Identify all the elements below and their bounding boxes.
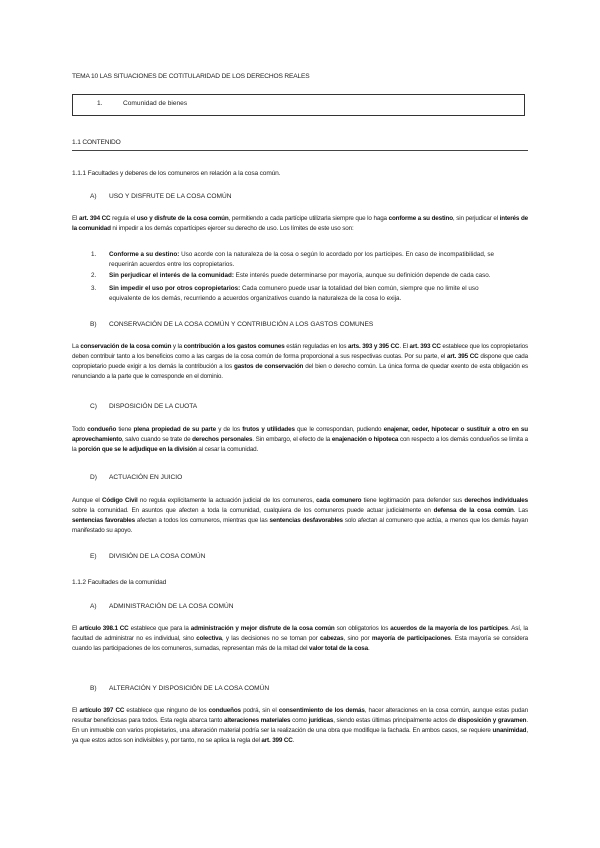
list-number: 2.	[91, 272, 97, 279]
document-title: TEMA 10 LAS SITUACIONES DE COTITULARIDAD DE LOS DERECHOS REALES	[72, 73, 310, 80]
subheading-letter: B)	[90, 685, 97, 692]
paragraph-administracion: El artículo 398.1 CC establece que para la administración y mejor disfrute de la cosa común son obligatorios los acuerdos de la mayoría de los partícipes. Así, la facultad de administrar no es individual, sino colectiva, y las decisiones no se toman por cabezas, sino por mayoría de participaciones. Esta mayoría se considera cuando las participaciones de los comuneros, sumadas, representan más de la mitad del valor total de la cosa.	[72, 625, 528, 652]
subheading-conservacion: CONSERVACIÓN DE LA COSA COMÚN Y CONTRIBUCIÓN A LOS GASTOS COMUNES	[109, 321, 374, 328]
list-item: Sin perjudicar el interés de la comunidad: Este interés puede determinarse por mayoría, aunque su definición depende de cada caso.	[109, 272, 491, 279]
subheading-letter: D)	[90, 474, 97, 481]
heading-1-1: 1.1 CONTENIDO	[72, 139, 121, 146]
section-label: Comunidad de bienes	[123, 100, 188, 107]
subheading-letter: B)	[90, 321, 97, 328]
list-number: 3.	[91, 285, 97, 292]
subheading-letter: C)	[90, 403, 97, 410]
paragraph-juicio: Aunque el Código Civil no regula explícitamente la actuación judicial de los comuneros, cada comunero tiene legitimación para defender sus derechos individuales sobre la comunidad. En asuntos que afecten a toda la comunidad, cualquiera de los comuneros puede actuar judicialmente en defensa de la cosa común. Las sentencias favorables afectan a todos los comuneros, mientras que las sentencias desfavorables solo afectan al comunero que actúa, a menos que los demás hayan manifestado su apoyo.	[72, 497, 529, 534]
paragraph-alteracion: El artículo 397 CC establece que ninguno de los condueños podrá, sin el consentimiento de los demás, hacer alteraciones en la cosa común, aunque estas pudan resultar beneficiosas para todos. Esta regla abarca tanto alteraciones materiales como jurídicas, siendo estas últimas principalmente actos de disposición y gravamen. En un inmueble con varios propietarios, una alteración material podría ser la realización de una obra que modifique la fachada. En ambos casos, se requiere unanimidad, ya que estos actos son indivisibles y, por tanto, no se aplica la regla del art. 399 CC.	[72, 707, 528, 744]
paragraph-uso: El art. 394 CC regula el uso y disfrute de la cosa común, permitiendo a cada partícipe utilizarla siempre que lo haga conforme a su destino, sin perjudicar el interés de la comunidad ni impedir a los demás copartícipes ejercer su derecho de uso. Los límites de este uso son:	[72, 215, 529, 232]
subheading-letter: A)	[90, 193, 97, 200]
list-number: 1.	[91, 251, 97, 258]
subheading-administracion: ADMINISTRACIÓN DE LA COSA COMÚN	[109, 603, 234, 610]
list-item: Conforme a su destino: Uso acorde con la naturaleza de la cosa o según lo acordado por los partícipes. En caso de incompatibilidad, se requerirán acuerdos entre los copropietarios.	[109, 251, 495, 268]
subheading-letter: E)	[90, 553, 97, 560]
subheading-disposicion-cuota: DISPOSICIÓN DE LA CUOTA	[109, 403, 198, 410]
subheading-alteracion: ALTERACIÓN Y DISPOSICIÓN DE LA COSA COMÚN	[109, 685, 270, 692]
heading-rule	[72, 150, 528, 151]
paragraph-cuota: Todo condueño tiene plena propiedad de su parte y de los frutos y utilidades que le correspondan, pudiendo enajenar, ceder, hipotecar o sustituir a otro en su aprovechamiento, salvo cuando se trate de derechos personales. Sin embargo, el efecto de la enajenación o hipoteca con respecto a los demás condueños se limita a la porción que se le adjudique en la división al cesar la comunidad.	[72, 426, 528, 453]
heading-1-1-1: 1.1.1 Facultades y deberes de los comuneros en relación a la cosa común.	[72, 170, 281, 177]
paragraph-conservacion: La conservación de la cosa común y la contribución a los gastos comunes están reguladas en los arts. 393 y 395 CC. El art. 393 CC establece que los copropietarios deben contribuir tanto a los beneficios como a las cargas de la cosa común de forma proporcional a sus respectivas cuotas. Por su parte, el art. 395 CC dispone que cada copropietario puede exigir a los demás la contribución a los gastos de conservación del bien o derecho común. La única forma de quedar exento de esta obligación es renunciando a la parte que le corresponde en el dominio.	[72, 343, 529, 380]
subheading-actuacion-juicio: ACTUACIÓN EN JUICIO	[109, 474, 183, 481]
section-box	[72, 94, 525, 116]
subheading-division: DIVISIÓN DE LA COSA COMÚN	[109, 553, 206, 560]
list-item: Sin impedir el uso por otros copropietarios: Cada comunero puede usar la totalidad del bien común, siempre que no limite el uso equivalente de los demás, recurriendo a acuerdos organizativos cuando la naturaleza de la cosa lo exija.	[109, 285, 479, 302]
heading-1-1-2: 1.1.2 Facultades de la comunidad	[72, 579, 167, 586]
subheading-uso-disfrute: USO Y DISFRUTE DE LA COSA COMÚN	[109, 193, 232, 200]
section-number: 1.	[97, 100, 103, 107]
subheading-letter: A)	[90, 603, 97, 610]
